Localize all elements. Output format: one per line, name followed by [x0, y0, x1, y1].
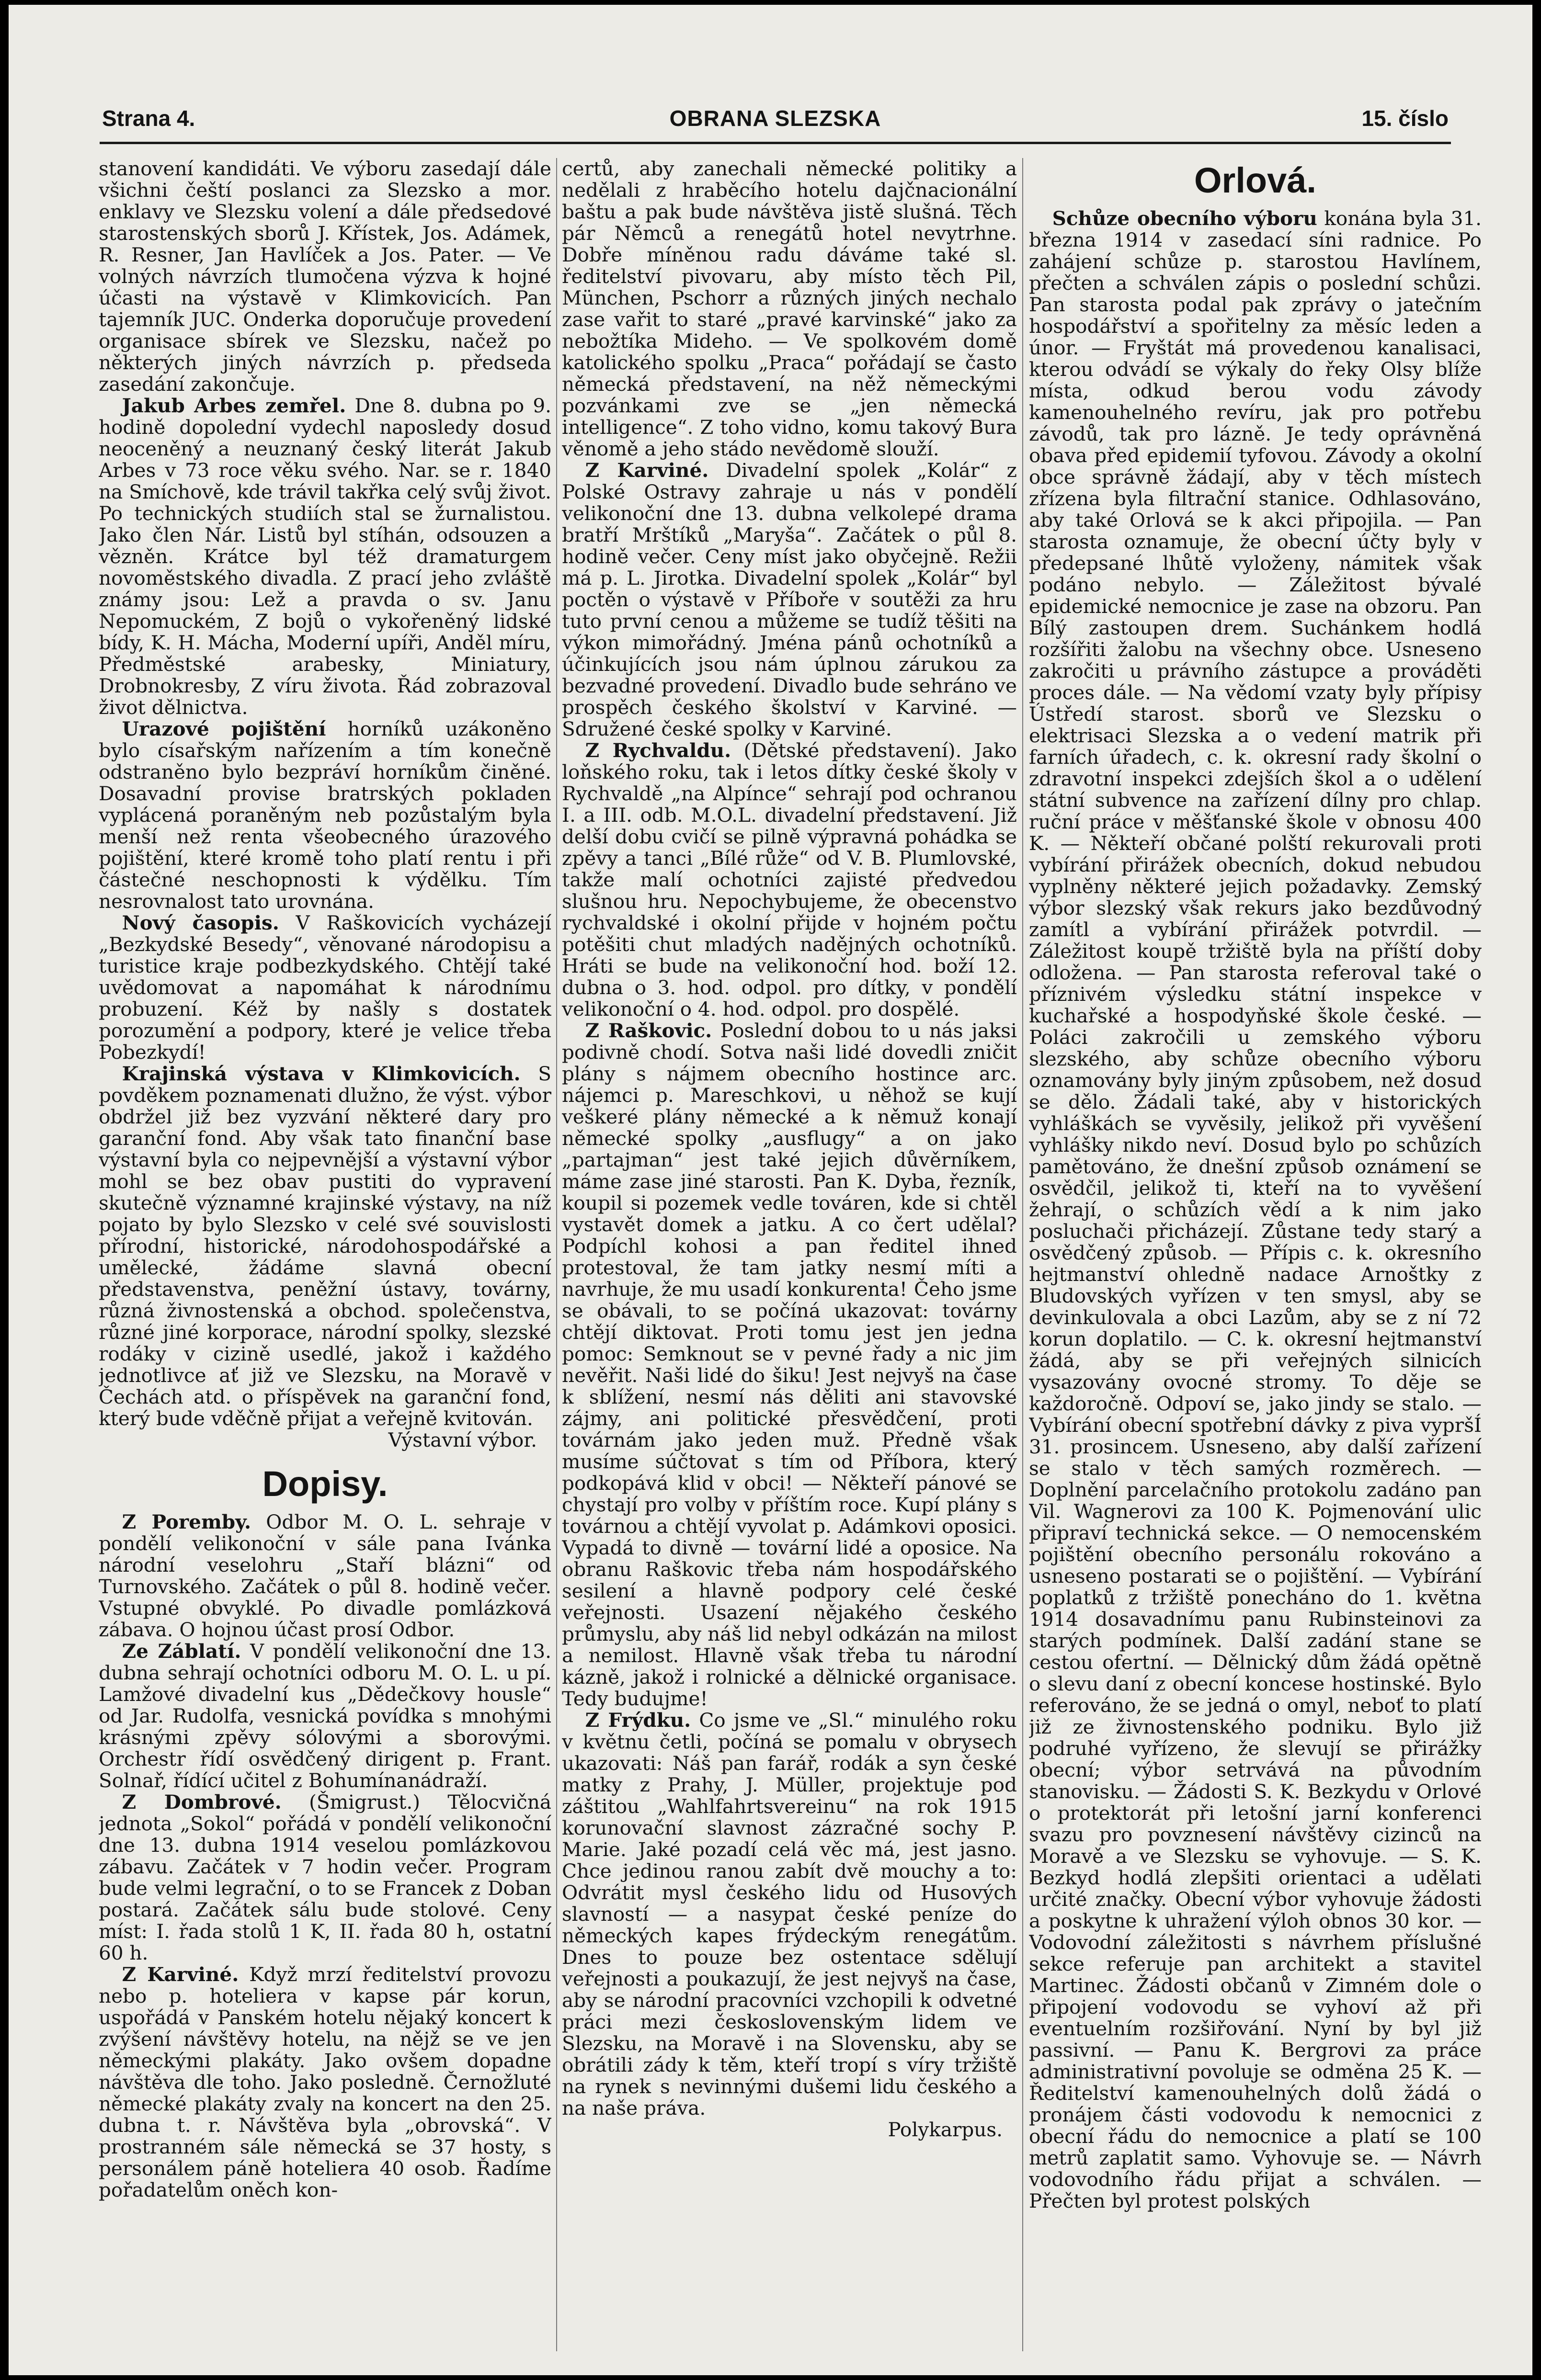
article-text: horníků uzákoněno bylo císařským nařízením a tím konečně odstraněno bylo bezpráví horníkům činěné. Dosavadní provise bratrských pokladen vyplácená poraněným neb pozůstalým byla menší než renta všeobecného úrazového pojištění, které kromě toho platí rentu i při částečné neschopnosti k výdělku. Tím nesrovnalost tato urovnána. [99, 717, 551, 913]
article-text: V pondělí velikonoční dne 13. dubna sehrají ochotníci odboru M. O. L. u pí. Lamžové divadelní kus „Dědečkovy housle“ od Jar. Rudolfa, vesnická povídka s mnohými krásnými zpěvy sólovými a sborovými. Orchestr řídí osvědčený dirigent p. Frant. Solnař, řídící učitel z Bohumínanádraží. [99, 1640, 551, 1792]
article-paragraph: certů, aby zanechali německé politiky a nedělali z hraběcího hotelu dajčnacionální baštu a pak bude návštěva jistě slušná. Těch pár Němců a renegátů hotel nevytrhne. Dobře míněnou radu dáváme také sl. ředitelství pivovaru, aby místo těch Pil, München, Pschorr a různých jiných nechalo zase vařit to staré „pravé karvinské“ jako za nebožtíka Mideho. — Ve spolkovém domě katolického spolku „Praca“ pořádají se často německá představení, na něž německými pozvánkami zve se „jen německá intelligence“. Z toho vidno, komu takový Bura věnomě a jeho stádo nevědomě slouží. [562, 158, 1017, 460]
article-heading: Z Karviné. [585, 459, 709, 482]
article-text: konána byla 31. března 1914 v zasedací síni radnice. Po zahájení schůze p. starostou Havlínem, přečten a schválen zápis o poslední schůzi. Pan starosta podal pak zprávy o jatečním hospodářství a spořitelny za měsíc leden a únor. — Fryštát má provedenou kanalisaci, kterou odvádí se výkaly do řeky Olsy blíže místa, odkud berou vodu závody kamenouhelného revíru, jak pro potřebu závodů, tak pro lázně. Je tedy oprávněná obava před epidemií tyfovou. Závody a okolní obce správně žádají, aby v těch místech zřízena byla filtrační stanice. Odhlasováno, aby také Orlová se k akci připojila. — Pan starosta oznamuje, že obecní účty byly v předepsané lhůtě vyloženy, námitek však podáno nebylo. — Záležitost bývalé epidemické nemocnice je zase na obzoru. Pan Bílý zastoupen drem. Suchánkem hodlá rozšířiti žalobu na všechny obce. Usneseno zakročiti u právního zástupce a prováděti proces dále. — Na vědomí vzaty byly přípisy Ústředí starost. sborů ve Slezsku o elektrisaci Slezska a o vedení matrik při farních úřadech, c. k. okresní rady školní o zdravotní inspekci zdejších škol a o udělení státní subvence na zařízení dílny pro chlap. ruční práce v měšťanské škole v obnosu 400 K. — Někteří občané polští rekurovali proti vybírání přirážek obecních, dokud nebudou vyplněny některé jejich požadavky. Zemský výbor slezský však rekurs jako bezdůvodný zamítl a vybírání přirážek potvrdil. — Záležitost koupě tržiště byla na příští doby odložena. — Pan starosta referoval také o příznivém výsledku státní inspekce v kuchařské a hospodyňské škole české. — Poláci zakročili u zemského výboru slezského, aby schůze obecního výboru oznamovány byly jiným způsobem, než dosud se dělo. Žádali také, aby v historických vyhláškách se vyvěsily, jelikož při vyvěšení vyhlášky nikdo neví. Dosud bylo po schůzích pamětováno, že dnešní způsob oznámení se osvědčil, jelikož ti, kteří na to vyvěšení žehrají, o schůzích vědí a k nim jako posluchači přicházejí. Zůstane tedy starý a osvědčený způsob. — Přípis c. k. okresního hejtmanství ohledně nadace Arnoštky z Bludovských vyřízen v ten smysl, aby se devinkulovala a obci Lazům, aby se z ní 72 korun doplatilo. — C. k. okresní hejtmanství žádá, aby se při veřejných silnicích vysazovány ovocné stromy. To děje se každoročně. Odpoví se, jako jindy se stalo. — Vybírání obecní spotřební dávky z piva vypršÍ 31. prosincem. Usneseno, aby další zařízení se stalo v těch samých rozměrech. — Doplnění parcelačního protokolu zadáno pan Vil. Wagnerovi za 100 K. Pojmenování ulic připraví technická sekce. — O nemocenském pojištění obecního personálu rokováno a usneseno postarati se o pojištění. — Vybírání poplatků z tržiště ponecháno do 1. května 1914 dosavadnímu panu Rubinsteinovi za starých podmínek. Další zadání stane se cestou ofertní. — Dělnický dům žádá opětně o slevu daní z obecní koncese hostinské. Bylo referováno, že se jedná o omyl, neboť to platí již ze živnostenského podniku. Bylo již podruhé vyřízeno, že slevují se přirážky obecní; výbor setrvává na původním stanovisku. — Žádosti S. K. Bezkydu v Orlové o protektorát při letošní jarní konferenci svazu pro povznesení návštěvy cizinců na Moravě a ve Slezsku se vyhovuje. — S. K. Bezkyd hodlá zlepšiti orientaci a udělati určité značky. Obecní výbor vyhovuje žádosti a poskytne k uhražení výloh obnos 30 kor. — Vodovodní záležitosti s návrhem příslušné sekce referuje pan architekt a stavitel Martinec. Žádosti občanů v Zimném dole o připojení vodovodu se vyhoví až při eventuelním rozšiřování. Nyní by byl již passivní. — Panu K. Bergrovi za práce administrativní povoluje se odměna 25 K. — Ředitelství kamenouhelných dolů žádá o pronájem části vodovodu k nemocnici z obecní řádu do nemocnice a platí se 100 metrů zaplatit samo. Vyhovuje se. — Návrh vodovodního řádu přijat a schválen. — Přečten byl protest polských [1029, 207, 1482, 2212]
page-number: Strana 4. [102, 106, 195, 131]
column-divider [556, 158, 557, 2351]
column-1 [99, 158, 551, 2361]
article-paragraph [99, 1964, 551, 2201]
article-text: (Dětské představení). Jako loňského roku, tak i letos dítky české školy v Rychvaldě „na Alpínce“ sehrají pod ochranou I. a III. odb. M.O.L. divadelní představení. Již delší dobu cvičí se pilně výpravná pohádka se zpěvy a tanci „Bílé růže“ od V. B. Plumlovské, takže malí ochotníci zajisté předvedou slušnou hru. Nepochybujeme, že obecenstvo rychvaldské i okolní přijde v hojném počtu potěšiti chut mladých nadějných ochotníků. Hráti se bude na velikonoční hod. boží 12. dubna o 3. hod. odpol. pro dítky, v pondělí velikonoční o 4. hod. odpol. pro dospělé. [562, 739, 1017, 1020]
newspaper-page [9, 5, 1532, 2375]
article-text: Odbor M. O. L. sehraje v pondělí velikonoční v sále pana Ivánka národní veselohru „Staří blázni“ od Turnovského. Začátek o půl 8. hodině večer. Vstupné obvyklé. Po divadle pomlázková zábava. O hojnou účast prosí Odbor. [99, 1510, 551, 1641]
article-text: Co jsme ve „Sl.“ minulého roku v květnu četli, počíná se pomalu v obrysech ukazovati: Náš pan farář, rodák a syn české matky z Prahy, J. Müller, projektuje pod záštitou „Wahlfahrtsvereinu“ na rok 1915 korunovační slavnost zázračné sochy P. Marie. Jaké pozadí celá věc má, jest jasno. Chce jedinou ranou zabít dvě mouchy a to: Odvrátit mysl českého lidu od Husových slavností — a nasypat české peníze do německých kapes frýdeckým renegátům. Dnes to pouze bez ostentace sdělují veřejnosti a poukazují, že jest nejvyš na čase, aby se národní pracovníci vzchopili k odvetné práci mezi československým lidem ve Slezsku, na Moravě i na Slovensku, aby se obrátili zády k těm, kteří tropí s víry tržiště na rynek s nevinnými dušemi lidu českého a na naše práva. [562, 1709, 1017, 2119]
article-text: V Raškovicích vycházejí „Bezkydské Besedy“, věnované národopisu a turistice kraje podbezkydského. Chtějí také uvědomovat a napomáhat k národnímu probuzení. Kéž by našly s dostatek porozumění a podpory, které je velice třeba Pobezkydí! [99, 911, 551, 1064]
issue-number: 15. číslo [1361, 106, 1449, 131]
article-text: Když mrzí ředitelství provozu nebo p. hoteliera v kapse pár korun, uspořádá v Panském hotelu nějaký koncert k zvýšení návštěvy hotelu, na nějž se ve jen německými plakáty. Jako ovšem dopadne návštěva dle toho. Jako posledně. Černožluté německé plakáty zvaly na koncert na den 25. dubna t. r. Návštěva byla „obrovská“. V prostranném sále německá se 37 hosty, s personálem páně hoteliera 40 osob. Řadíme pořadatelům oněch kon- [99, 1963, 551, 2201]
article-heading: Ze Záblatí. [122, 1640, 241, 1663]
column-2 [562, 158, 1017, 2361]
article-text: S povděkem poznamenati dlužno, že výst. výbor obdržel již bez vyzvání některé dary pro garanční fond. Aby však tato finanční base výstavní byla co nejpevnější a výstavní výbor mohl se bez obav pustiti do vypravení skutečně významné krajinské výstavy, na níž pojato by bylo Slezsko v celé své souvislosti přírodní, historické, národohospodářské a umělecké, žádáme slavná obecní představenstva, peněžní ústavy, továrny, různá živnostenská a obchod. společenstva, různé jiné korporace, národní spolky, slezské rodáky v cizině usedlé, jakož i každého jednotlivce ať již ve Slezsku, na Moravě v Čechách atd. o příspěvek na garanční fond, který bude vděčně přijat a veřejně kvitován. [99, 1062, 551, 1430]
article-paragraph [99, 912, 551, 1063]
article-text: Divadelní spolek „Kolár“ z Polské Ostravy zahraje u nás v pondělí velikonoční dne 13. dubna velkolepé drama bratří Mrštíků „Maryša“. Začátek o půl 8. hodině večer. Ceny míst jako obyčejně. Režii má p. L. Jirotka. Divadelní spolek „Kolár“ byl poctěn o výstavě v Příboře v soutěži za hru tuto první cenou a můžeme se tudíž těšiti na výkon mimořádný. Jména pánů ochotníků a účinkujících jsou nám úplnou zárukou za bezvadné provedení. Divadlo bude sehráno ve prospěch českého školství v Karviné. — Sdružené české spolky v Karviné. [562, 459, 1017, 740]
article-text: Poslední dobou to u nás jaksi podivně chodí. Sotva naši lidé dovedli zničit plány s nájmem obecního hostince arc. nájemci p. Mareschkovi, u něhož se kují veškeré plány německé a k němuž konají německé spolky „ausflugy“ a on jako „partajman“ jest také jejich důvěrníkem, máme zase jiné starosti. Pan K. Dyba, řezník, koupil si pozemek vedle továren, kde si chtěl vystavět domek a jatku. A co čert udělal? Podpíchl kohosi a pan ředitel ihned protestoval, že tam jatky nesmí míti a navrhuje, že mu usadí konkurenta! Čeho jsme se obávali, to se počíná ukazovat: továrny chtějí diktovat. Proti tomu jest jen jedna pomoc: Semknout se v pevné řady a nic jim nevěřit. Naši lidé do šiku! Jest nejvyš na čase k sblížení, nesmí nás děliti ani stavovské zájmy, ani politické přesvědčení, proti továrnám jako jeden muž. Předně však musíme súčtovat s tím od Příbora, který podkopává klid v obci! — Někteří pánové se chystají pro volby v příštím roce. Kupí plány s továrnou a chtějí vyvolat p. Adámkovi oposici. Vypadá to divně — tovární lidé a oposice. Na obranu Raškovic třeba nám hospodářského sesilení a hlavně podpory celé české veřejnosti. Usazení nějakého českého průmyslu, aby náš lid nebyl odkázán na milost a nemilost. Hlavně však třeba tu národní kázně, jakož i rolnické a dělnické organisace. Tedy budujme! [562, 1019, 1017, 1710]
article-paragraph [99, 1511, 551, 1641]
article-heading: Z Frýdku. [585, 1709, 691, 1732]
article-paragraph [562, 1710, 1017, 2119]
header-rule [100, 142, 1451, 144]
article-paragraph [99, 718, 551, 912]
section-heading-dopisy: Dopisy. [262, 1464, 388, 1504]
article-text: Dne 8. dubna po 9. hodině dopolední vydechl naposledy dosud neoceněný a neuznaný český literát Jakub Arbes v 73 roce věku svého. Nar. se r. 1840 na Smíchově, kde trávil takřka celý svůj život. Po technických studiích stal se žurnalistou. Jako člen Nár. Listů byl stíhán, odsouzen a vězněn. Krátce byl též dramaturgem novoměstského divadla. Z prací jeho zvláště známy jsou: Lež a pravda o sv. Janu Nepomuckém, Z bojů o vykořeněný lidské bídy, K. H. Mácha, Moderní upíři, Anděl míru, Předměstské arabesky, Miniatury, Drobnokresby, Z víru života. Řád zobrazoval život dělnictva. [99, 394, 551, 719]
signature: Výstavní výbor. [388, 1428, 537, 1451]
article-heading: Urazové pojištění [122, 717, 326, 740]
article-text: (Šmigrust.) Tělocvičná jednota „Sokol“ pořádá v pondělí velikonoční dne 13. dubna 1914 veselou pomlázkovou zábavu. Začátek v 7 hodin večer. Program bude velmi legrační, o to se Francek z Doban postará. Začátek sálu bude stolové. Ceny míst: I. řada stolů 1 K, II. řada 80 h, ostatní 60 h. [99, 1791, 551, 1964]
section-heading-orlova: Orlová. [1194, 160, 1316, 200]
article-paragraph: stanovení kandidáti. Ve výboru zasedají dále všichni čeští poslanci za Slezsko a mor. enklavy ve Slezsku volení a dále předsedové starostenských sborů J. Křístek, Jos. Adámek, R. Resner, Jan Havlíček a Jos. Pater. — Ve volných návrzích tlumočena výzva k hojné účasti na výstavě v Klimkovicích. Pan tajemník JUC. Onderka doporučuje provedení organisace sbírek ve Slezsku, načež po některých jiných návrzích p. předseda zasedání zakončuje. [99, 158, 551, 396]
article-heading: Schůze obecního výboru [1052, 207, 1317, 230]
page-header [102, 105, 1449, 139]
article-heading: Z Poremby. [122, 1510, 251, 1533]
article-heading: Z Raškovic. [585, 1019, 712, 1042]
article-paragraph [99, 395, 551, 718]
column-divider [1022, 158, 1023, 2351]
article-paragraph [99, 1641, 551, 1791]
article-paragraph [1029, 208, 1482, 2212]
article-heading: Krajinská výstava v Klimkovicích. [122, 1062, 521, 1085]
article-paragraph [562, 740, 1017, 1020]
article-paragraph [562, 1020, 1017, 1710]
article-heading: Jakub Arbes zemřel. [122, 394, 346, 417]
article-paragraph [99, 1063, 551, 1429]
article-heading: Z Karviné. [122, 1963, 239, 1986]
column-3 [1029, 158, 1482, 2361]
signature: Polykarpus. [888, 2118, 1003, 2141]
newspaper-title: OBRANA SLEZSKA [669, 106, 881, 131]
article-paragraph [562, 460, 1017, 740]
article-heading: Nový časopis. [122, 911, 279, 934]
article-heading: Z Dombrové. [122, 1791, 282, 1813]
article-paragraph [99, 1791, 551, 1964]
article-heading: Z Rychvaldu. [585, 739, 731, 762]
